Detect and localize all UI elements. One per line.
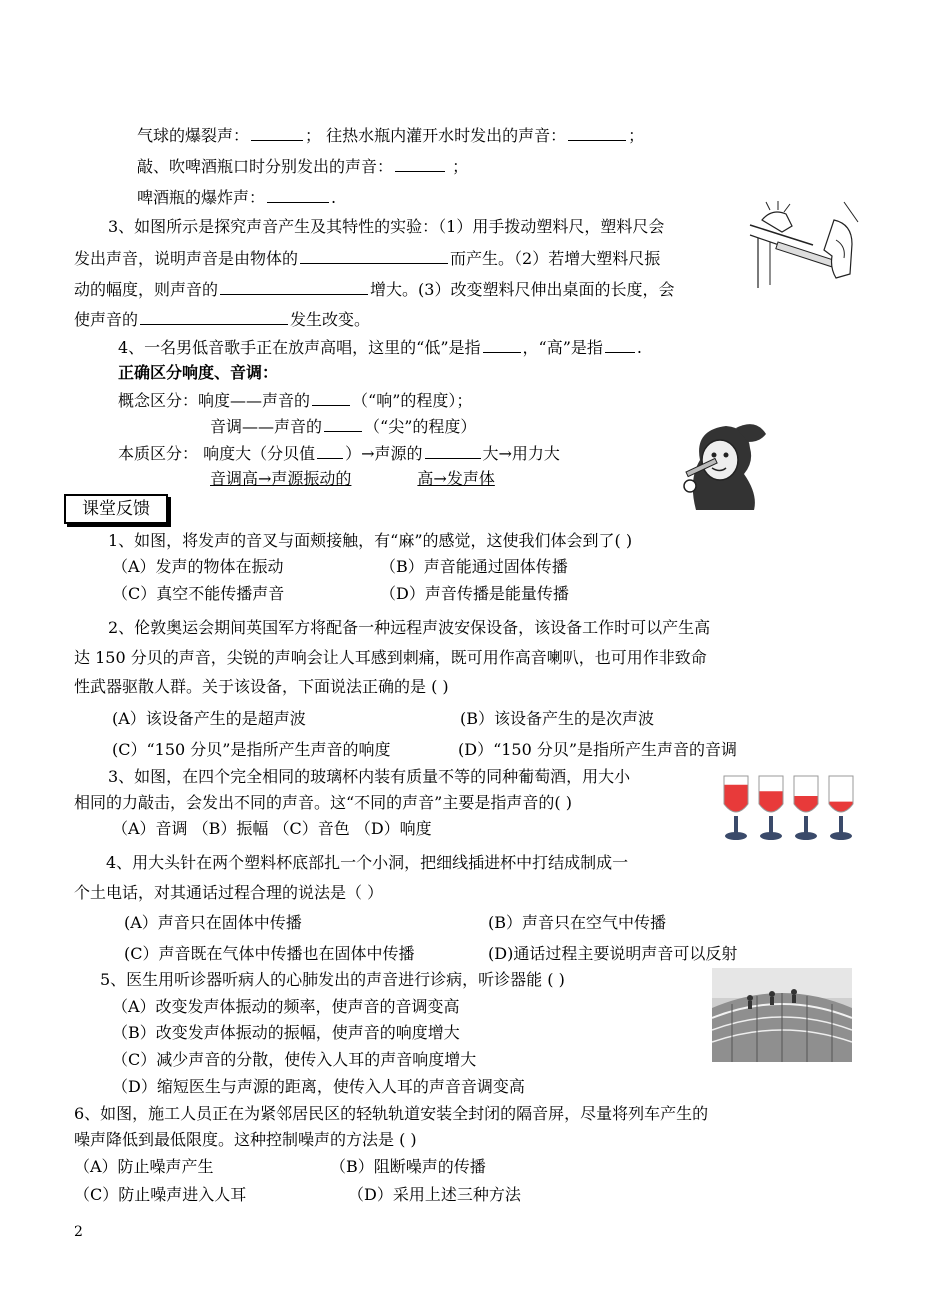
essence-line1 xyxy=(118,442,560,464)
q4-text: 4、一名男低音歌手正在放声高唱，这里的“低”是指 xyxy=(118,338,481,357)
f5-stem: 5、医生用听诊器听病人的心肺发出的声音进行诊病，听诊器能 ( ) xyxy=(100,970,565,989)
tuning-fork-face-image xyxy=(676,420,771,510)
f3-options: （A）音调 （B）振幅 （C）音色 （D）响度 xyxy=(112,819,432,838)
q3-text: 增大。(3）改变塑料尺伸出桌面的长度，会 xyxy=(370,280,675,299)
summary-text: 音调高→声源振动的 xyxy=(210,469,352,488)
essence-line2 xyxy=(210,469,583,489)
f3-line2: 相同的力敲击，会发出不同的声音。这“不同的声音”主要是指声音的( ) xyxy=(74,793,572,812)
q2-text: ； xyxy=(628,126,645,145)
f1-stem: 1、如图，将发声的音叉与面颊接触，有“麻”的感觉，这使我们体会到了( ) xyxy=(108,531,633,550)
q3-line3 xyxy=(74,278,674,300)
answer-blank xyxy=(324,415,362,432)
wine-glass xyxy=(724,776,748,840)
f2-option-b: (B）该设备产生的是次声波 xyxy=(460,709,655,728)
q4-line xyxy=(118,336,642,358)
page-number: 2 xyxy=(74,1224,83,1240)
f1-option-a: （A）发声的物体在振动 xyxy=(112,557,284,576)
answer-blank xyxy=(568,124,626,141)
answer-blank xyxy=(483,336,521,353)
f4-option-c: (C）声音既在气体中传播也在固体中传播 xyxy=(124,944,415,963)
answer-blank xyxy=(395,155,445,172)
f2-option-d: (D）“150 分贝”是指所产生声音的音调 xyxy=(458,740,738,759)
f2-line2: 达 150 分贝的声音，尖锐的声响会让人耳感到刺痛，既可用作高音喇叭，也可用作非致命 xyxy=(74,648,707,667)
concept-line2 xyxy=(210,415,476,437)
answer-blank xyxy=(605,336,635,353)
f4-line2: 个土电话，对其通话过程合理的说法是（ ） xyxy=(74,883,384,902)
f3-line1: 3、如图，在四个完全相同的玻璃杯内装有质量不等的同种葡萄酒，用大小 xyxy=(108,767,631,786)
summary-text: 音调——声音的 xyxy=(210,417,323,436)
f4-option-d: (D)通话过程主要说明声音可以反射 xyxy=(488,944,738,963)
section-title-box xyxy=(64,494,168,524)
answer-blank xyxy=(425,442,481,459)
f2-option-a: (A）该设备产生的是超声波 xyxy=(112,709,306,728)
f2-option-c: (C）“150 分贝”是指所产生声音的响度 xyxy=(112,740,391,759)
q4-text: ，“高”是指 xyxy=(522,338,603,357)
f5-option-a: （A）改变发声体振动的频率，使声音的音调变高 xyxy=(112,997,460,1016)
q2-text: ； xyxy=(447,157,469,176)
f4-option-b: (B）声音只在空气中传播 xyxy=(488,913,667,932)
section-title: 课堂反馈 xyxy=(82,499,150,519)
q3-text: 而产生。（2）若增大塑料尺振 xyxy=(450,249,661,268)
f2-line1: 2、伦敦奥运会期间英国军方将配备一种远程声波安保设备，该设备工作时可以产生高 xyxy=(108,618,711,637)
q3-text: 发生改变。 xyxy=(290,310,371,329)
f1-option-c: （C）真空不能传播声音 xyxy=(112,584,285,603)
sound-barrier-photo xyxy=(712,968,852,1062)
q3-line1: 3、如图所示是探究声音产生及其特性的实验：（1）用手拨动塑料尺，塑料尺会 xyxy=(108,217,665,236)
q2-line1 xyxy=(137,124,644,146)
q2-line2 xyxy=(137,155,468,177)
f6-line2: 噪声降低到最低限度。这种控制噪声的方法是 ( ) xyxy=(74,1130,417,1149)
summary-text: 本质区分： 响度大（分贝值 xyxy=(118,444,316,463)
f6-option-b: （B）阻断噪声的传播 xyxy=(330,1157,486,1176)
wine-glasses-image xyxy=(718,772,858,848)
wine-glass xyxy=(829,776,853,840)
q2-text: ； 往热水瓶内灌开水时发出的声音： xyxy=(305,126,567,145)
f6-option-d: （D）采用上述三种方法 xyxy=(348,1185,521,1204)
answer-blank xyxy=(140,308,288,325)
q2-text: 啤酒瓶的爆炸声： xyxy=(137,188,266,207)
summary-text: 概念区分：响度——声音的 xyxy=(118,391,311,410)
f4-option-a: (A）声音只在固体中传播 xyxy=(124,913,302,932)
f5-option-c: （C）减少声音的分散，使传入人耳的声音响度增大 xyxy=(112,1050,477,1069)
summary-text: （“尖”的程度） xyxy=(364,417,477,436)
f6-option-c: （C）防止噪声进入人耳 xyxy=(74,1185,247,1204)
f1-option-b: （B）声音能通过固体传播 xyxy=(380,557,568,576)
f5-option-b: （B）改变发声体振动的振幅，使声音的响度增大 xyxy=(112,1023,460,1042)
q4-text: . xyxy=(636,338,643,357)
q3-text: 使声音的 xyxy=(74,310,139,329)
ruler-experiment-image xyxy=(748,200,863,290)
summary-title: 正确区分响度、音调： xyxy=(118,363,279,382)
q3-line2 xyxy=(74,247,660,269)
wine-glass xyxy=(794,776,818,840)
wine-glass xyxy=(759,776,783,840)
summary-text: 大→用力大 xyxy=(482,444,560,463)
f4-line1: 4、用大头针在两个塑料杯底部扎一个小洞，把细线插进杯中打结成制成一 xyxy=(106,853,629,872)
f6-option-a: （A）防止噪声产生 xyxy=(74,1157,214,1176)
f5-option-d: （D）缩短医生与声源的距离，使传入人耳的声音音调变高 xyxy=(112,1077,525,1096)
summary-text: 高→发声体 xyxy=(417,469,495,488)
summary-text: （“响”的程度）； xyxy=(352,391,473,410)
q3-line4 xyxy=(74,308,370,330)
answer-blank xyxy=(312,389,350,406)
q3-text: 发出声音，说明声音是由物体的 xyxy=(74,249,299,268)
q2-line3 xyxy=(137,186,336,208)
concept-line1 xyxy=(118,389,472,411)
answer-blank xyxy=(267,186,329,203)
q2-text: 气球的爆裂声： xyxy=(137,126,250,145)
f1-option-d: （D）声音传播是能量传播 xyxy=(380,584,569,603)
q3-text: 动的幅度，则声音的 xyxy=(74,280,219,299)
answer-blank xyxy=(251,124,303,141)
answer-blank xyxy=(317,442,343,459)
summary-text: ）→声源的 xyxy=(345,444,423,463)
answer-blank xyxy=(300,247,448,264)
q2-text: 敲、吹啤酒瓶口时分别发出的声音： xyxy=(137,157,394,176)
q2-text: . xyxy=(331,188,337,207)
f2-line3: 性武器驱散人群。关于该设备，下面说法正确的是 ( ) xyxy=(74,677,449,696)
answer-blank xyxy=(220,278,368,295)
f6-line1: 6、如图，施工人员正在为紧邻居民区的轻轨轨道安装全封闭的隔音屏，尽量将列车产生的 xyxy=(74,1104,709,1123)
